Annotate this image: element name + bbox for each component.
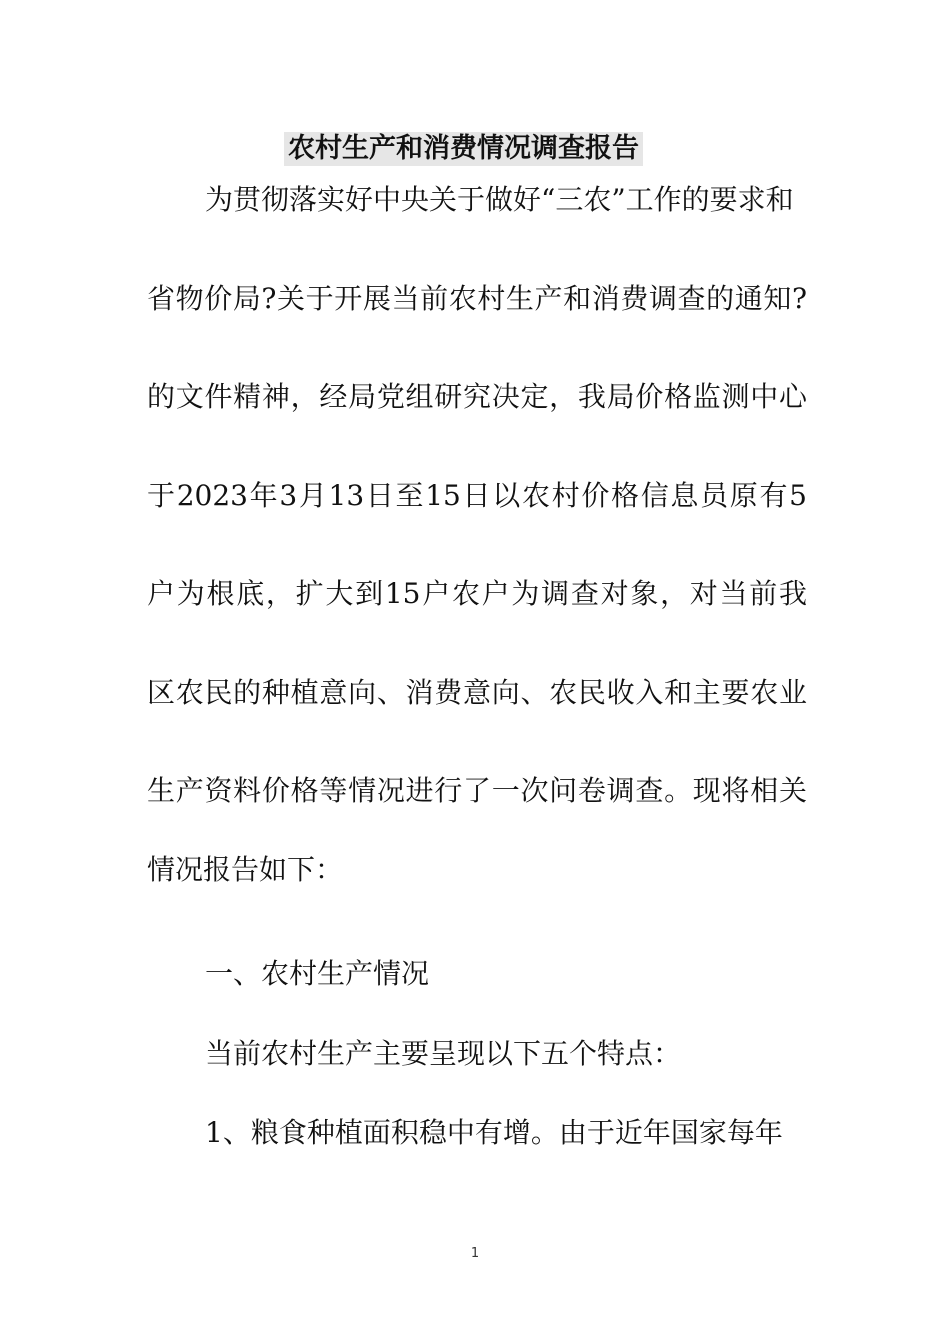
paragraph-line: 户为根底，扩大到15户农户为调查对象，对当前我 bbox=[147, 577, 807, 610]
paragraph-line: 于2023年3月13日至15日以农村价格信息员原有5 bbox=[147, 479, 807, 512]
section-intro: 当前农村生产主要呈现以下五个特点： bbox=[205, 1037, 682, 1070]
paragraph-line: 省物价局?关于开展当前农村生产和消费调查的通知? bbox=[147, 282, 807, 315]
paragraph-line: 情况报告如下： bbox=[147, 853, 344, 886]
list-item-line: 1、粮食种植面积稳中有增。由于近年国家每年 bbox=[205, 1116, 783, 1149]
paragraph-line: 区农民的种植意向、消费意向、农民收入和主要农业 bbox=[147, 676, 807, 709]
paragraph-line: 的文件精神，经局党组研究决定，我局价格监测中心 bbox=[147, 380, 807, 413]
section-heading: 一、农村生产情况 bbox=[205, 957, 430, 990]
paragraph-line: 生产资料价格等情况进行了一次问卷调查。现将相关 bbox=[147, 774, 807, 807]
page-number: 1 bbox=[470, 1246, 480, 1261]
paragraph-line: 为贯彻落实好中央关于做好“三农”工作的要求和 bbox=[205, 183, 794, 216]
document-title: 农村生产和消费情况调查报告 bbox=[284, 132, 643, 166]
